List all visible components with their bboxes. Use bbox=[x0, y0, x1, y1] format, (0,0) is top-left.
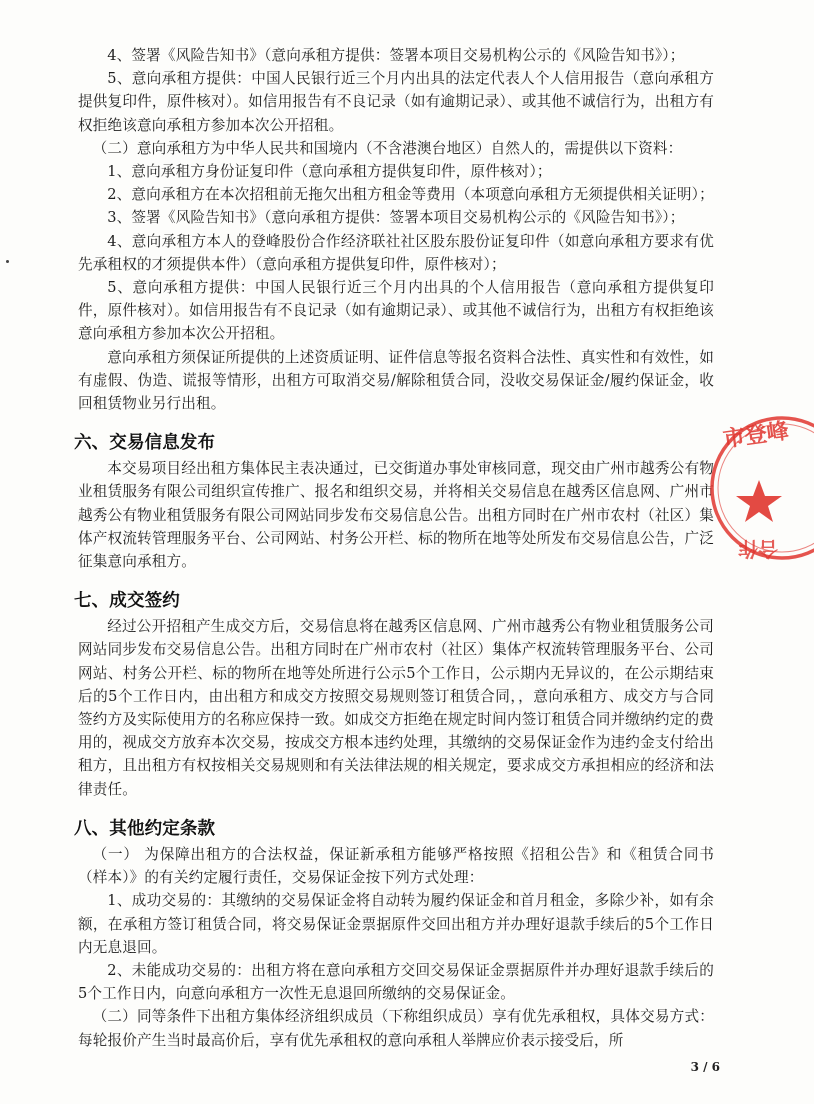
paragraph: 本交易项目经出租方集体民主表决通过，已交街道办事处审核同意，现交由广州市越秀公有物业租赁服务有限公司组织宣传推广、报名和组织交易，并将相关交易信息在越秀区信息网、广州市越秀公有物业租赁服务有限公司网站同步发布交易信息公告。出租方同时在广州市农村（社区）集体产权流转管理服务平台、公司网站、村务公开栏、标的物所在地等处所发布交易信息公告，广泛征集意向承租方。 bbox=[78, 460, 714, 571]
star-icon bbox=[736, 480, 782, 522]
paragraph: （二）意向承租方为中华人民共和国境内（不含港澳台地区）自然人的，需提供以下资料： bbox=[92, 139, 683, 157]
paragraphs-top bbox=[78, 44, 714, 415]
paragraph: 5、意向承租方提供：中国人民银行近三个月内出具的个人信用报告（意向承租方提供复印件，原件核对）。如信用报告有不良记录（如有逾期记录）、或其他不诚信行为，出租方有权拒绝该意向承租方参加本次公开招租。 bbox=[78, 279, 714, 343]
section-heading-7: 七、成交签约 bbox=[74, 591, 180, 612]
scan-speck bbox=[6, 260, 9, 263]
paragraph: 1、意向承租方身份证复印件（意向承租方提供复印件，原件核对）； bbox=[107, 163, 552, 181]
paragraph: 3、签署《风险告知书》（意向承租方提供：签署本项目交易机构公示的《风险告知书》）； bbox=[107, 209, 685, 227]
paragraph: 2、意向承租方在本次招租前无拖欠出租方租金等费用（本项意向承租方无须提供相关证明）； bbox=[107, 186, 714, 204]
paragraph: （一） 为保障出租方的合法权益，保证新承租方能够严格按照《招租公告》和《租赁合同书（样本）》的有关约定履行责任，交易保证金按下列方式处理： bbox=[78, 845, 714, 887]
document-body bbox=[74, 44, 714, 1052]
paragraph: 5、意向承租方提供：中国人民银行近三个月内出具的法定代表人个人信用报告（意向承租方提供复印件，原件核对）。如信用报告有不良记录（如有逾期记录）、或其他不诚信行为，出租方有权拒绝该意向承租方参加本次公开招租。 bbox=[78, 70, 714, 134]
paragraph: 4、意向承租方本人的登峰股份合作经济联社社区股东股份证复印件（如意向承租方要求有优先承租权的才须提供本件）（意向承租方提供复印件，原件核对）； bbox=[78, 232, 714, 273]
paragraph: 4、签署《风险告知书》（意向承租方提供：签署本项目交易机构公示的《风险告知书》）； bbox=[107, 47, 685, 64]
paragraph: 意向承租方须保证所提供的上述资质证明、证件信息等报名资料合法性、真实性和有效性，如有虚假、伪造、谎报等情形，出租方可取消交易/解除租赁合同，没收交易保证金/履约保证金，收回租赁物业另行出租。 bbox=[78, 348, 714, 413]
section-heading-8: 八、其他约定条款 bbox=[74, 818, 216, 839]
page-number: 3 / 6 bbox=[690, 1060, 720, 1074]
paragraph: （二）同等条件下出租方集体经济组织成员（下称组织成员）享有优先承租权，具体交易方式：每轮报价产生当时最高价后，享有优先承租权的意向承租人举牌应价表示接受后，所 bbox=[78, 1008, 714, 1049]
paragraph: 1、成功交易的：其缴纳的交易保证金将自动转为履约保证金和首月租金，多除少补，如有余额，在承租方签订租赁合同，将交易保证金票据原件交回出租方并办理好退款手续后的5个工作日内无息退回。 bbox=[78, 892, 714, 956]
svg-text:合作: 合作 bbox=[738, 537, 778, 561]
paragraph: 2、未能成功交易的：出租方将在意向承租方交回交易保证金票据原件并办理好退款手续后的5个工作日内，向意向承租方一次性无息退回所缴纳的交易保证金。 bbox=[78, 961, 714, 1003]
section-heading-6: 六、交易信息发布 bbox=[74, 433, 216, 454]
svg-text:市登峰: 市登峰 bbox=[721, 418, 791, 453]
paragraph: 经过公开招租产生成交方后，交易信息将在越秀区信息网、广州市越秀公有物业租赁服务公司网站同步发布交易信息公告。出租方同时在广州市农村（社区）集体产权流转管理服务平台、公司网站、村务公开栏、标的物所在地等处所进行公示5个工作日，公示期内无异议的，在公示期结束后的5个工作日内，由出租方和成交方按照交易规则签订租赁合同，，意向承租方、成交方与合同签约方及实际使用方的名称应保持一致。如成交方拒绝在规定时间内签订租赁合同并缴纳约定的费用的，视成交方放弃本次交易，按成交方根本违约处理，其缴纳的交易保证金作为违约金支付给出租方，且出租方有权按相关交易规则和有关法律法规的相关规定，要求成交方承担相应的经济和法律责任。 bbox=[78, 618, 714, 798]
red-seal-stamp bbox=[704, 398, 814, 578]
